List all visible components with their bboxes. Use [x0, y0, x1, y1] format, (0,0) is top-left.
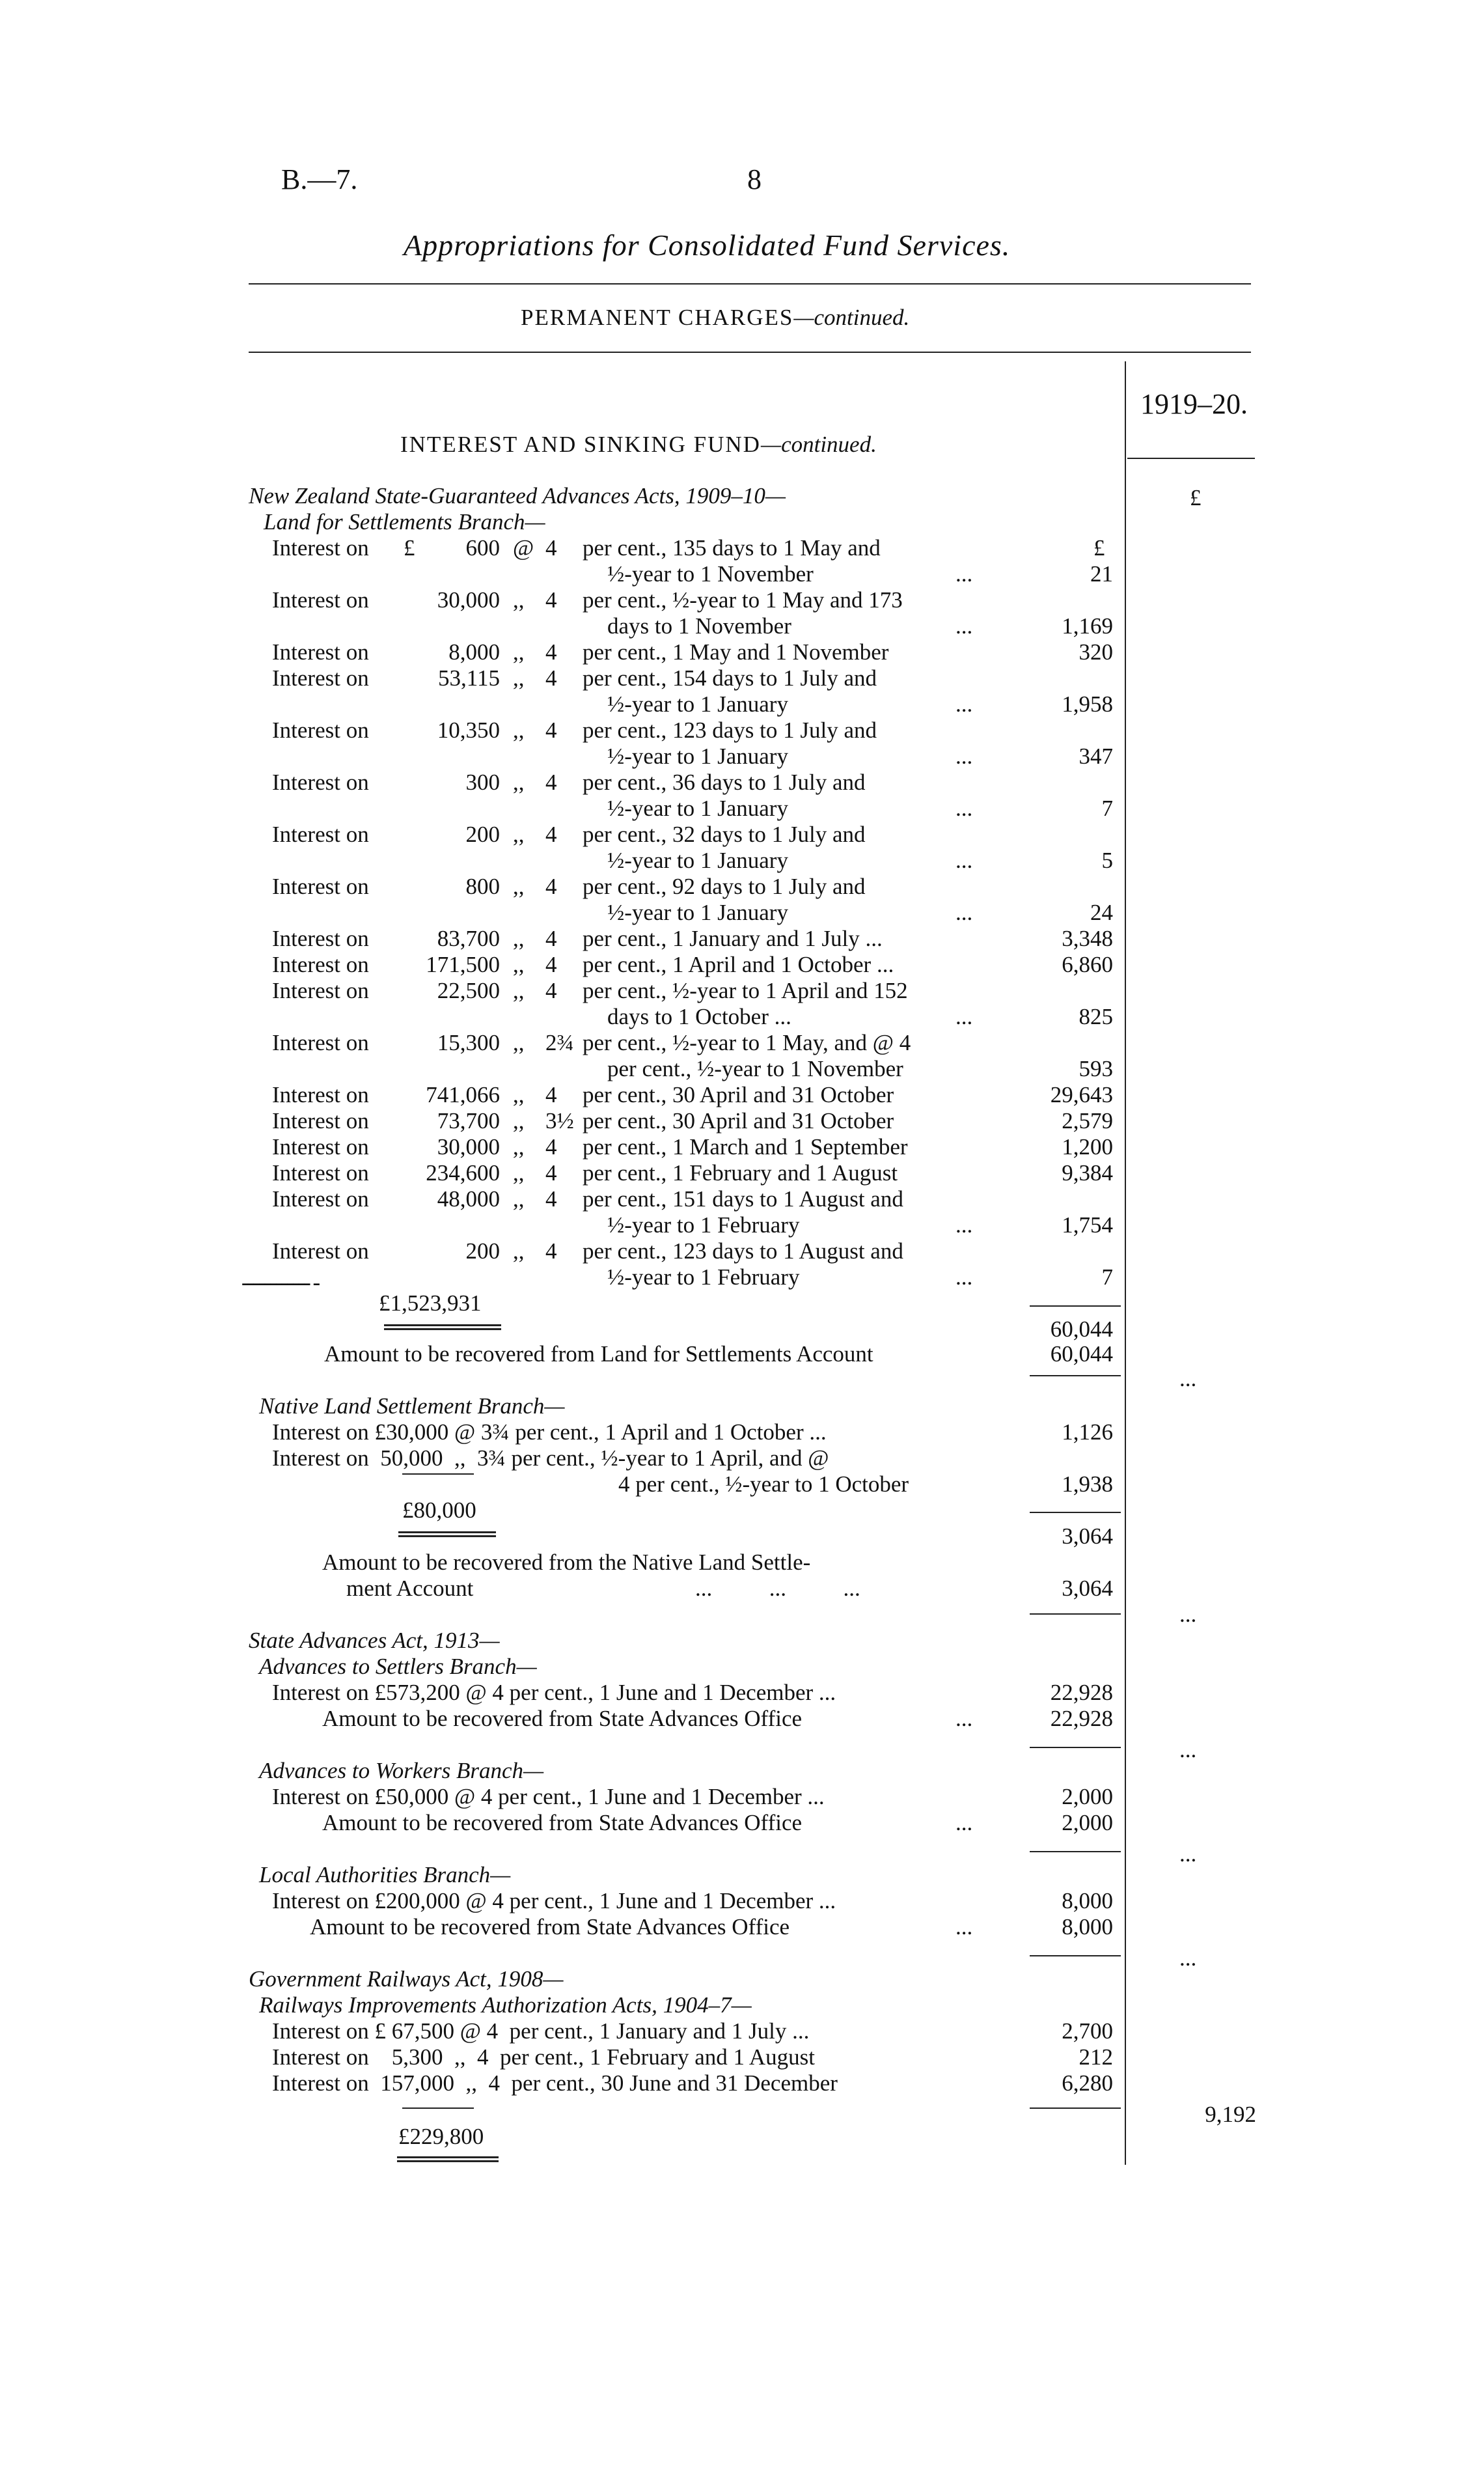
rule [402, 2107, 474, 2109]
total-principal: £229,800 [398, 2124, 484, 2149]
recovery-text: Amount to be recovered from State Advances Office [322, 1810, 803, 1835]
rail-row-1: Interest on £ 67,500 @ 4 per cent., 1 January and 1 July ... [272, 2018, 810, 2044]
row-rate: 4 [545, 874, 557, 899]
row-value: 1,200 [1062, 1134, 1113, 1160]
recovery-text-cont: ment Account [346, 1576, 474, 1601]
row-principal: 741,066 [426, 1082, 500, 1107]
row-value: 3,348 [1062, 926, 1113, 951]
row-terms-cont: days to 1 November [607, 613, 791, 639]
row-principal: 30,000 [437, 587, 500, 613]
page-number: 8 [747, 163, 762, 195]
row-value: 7 [1101, 796, 1113, 821]
row-label: Interest on [272, 587, 369, 613]
row-rate: 4 [545, 926, 557, 951]
year-value: ... [1179, 1841, 1197, 1867]
double-rule [384, 1324, 501, 1330]
rail-row-2-value: 212 [1079, 2044, 1113, 2070]
native-row-1-value: 1,126 [1062, 1419, 1113, 1445]
pound-sign: £ [1093, 535, 1105, 561]
leader-dots: ... [955, 1914, 973, 1940]
row-value: 21 [1090, 561, 1113, 587]
row-principal: 234,600 [426, 1160, 500, 1186]
year-head-rule [1127, 458, 1255, 459]
row-rate: 4 [545, 770, 557, 795]
rule [1030, 1305, 1121, 1307]
rule [1030, 2107, 1121, 2109]
row-terms-cont: ½-year to 1 January [607, 900, 788, 925]
row-value: 9,384 [1062, 1160, 1113, 1186]
row-ditto: ,, [513, 1082, 525, 1107]
recovery-value: 2,000 [1062, 1810, 1113, 1835]
row-terms-cont: ½-year to 1 January [607, 691, 788, 717]
double-rule [398, 1531, 496, 1537]
row-rate: 4 [545, 1082, 557, 1107]
native-row-1: Interest on £30,000 @ 3¾ per cent., 1 April and 1 October ... [272, 1419, 827, 1445]
row-principal: 73,700 [437, 1108, 500, 1134]
leader-dots: ... [955, 848, 973, 873]
row-terms-cont: days to 1 October ... [607, 1004, 791, 1029]
recovery-value: 8,000 [1062, 1914, 1113, 1940]
row-rate: 4 [545, 1134, 557, 1160]
row-value: 593 [1079, 1056, 1113, 1081]
rule: ------------ - [241, 1270, 319, 1295]
row-terms-cont: ½-year to 1 February [607, 1264, 800, 1290]
row-ditto: ,, [513, 587, 525, 613]
branch-heading: Advances to Workers Branch— [259, 1758, 544, 1783]
row-terms: per cent., 123 days to 1 August and [583, 1238, 903, 1264]
row-principal: 53,115 [438, 665, 500, 691]
row-ditto: ,, [513, 1186, 525, 1212]
row-label: Interest on [272, 1160, 369, 1186]
row-principal: 10,350 [437, 717, 500, 743]
row-ditto: ,, [513, 1134, 525, 1160]
native-row-2-cont: 4 per cent., ½-year to 1 October [618, 1471, 909, 1497]
row-ditto: ,, [513, 952, 525, 977]
row-terms-cont: per cent., ½-year to 1 November [607, 1056, 903, 1081]
row-value: 2,579 [1062, 1108, 1113, 1134]
row-label: Interest on [272, 1082, 369, 1107]
leader-dots: ... [955, 900, 973, 925]
row-value: 320 [1079, 639, 1113, 665]
row-terms: per cent., 1 April and 1 October ... [583, 952, 894, 977]
row-principal: 83,700 [437, 926, 500, 951]
row-ditto: ,, [513, 1238, 525, 1264]
year-value: ... [1179, 1366, 1197, 1391]
workers-value: 2,000 [1062, 1784, 1113, 1809]
native-row-2: Interest on 50,000 ,, 3¾ per cent., ½-year to 1 April, and @ [272, 1445, 829, 1471]
row-label: Interest on [272, 1186, 369, 1212]
row-terms: per cent., 1 May and 1 November [583, 639, 889, 665]
recovery-value: 60,044 [1050, 1341, 1113, 1367]
row-rate: 4 [545, 1160, 557, 1186]
year-value: ... [1179, 1737, 1197, 1762]
row-label: Interest on [272, 1108, 369, 1134]
row-terms: per cent., 30 April and 31 October [583, 1082, 894, 1107]
row-terms: per cent., 1 February and 1 August [583, 1160, 898, 1186]
recovery-text: Amount to be recovered from State Advances Office [310, 1914, 790, 1940]
section-heading: INTEREST AND SINKING FUND—continued. [400, 432, 877, 457]
rule [1030, 1851, 1121, 1852]
row-principal: 600 [465, 535, 500, 561]
row-label: Interest on [272, 1238, 369, 1264]
row-rate: 4 [545, 1186, 557, 1212]
branch-heading: Native Land Settlement Branch— [259, 1393, 565, 1419]
row-principal: 300 [465, 770, 500, 795]
row-value: 1,169 [1062, 613, 1113, 639]
row-terms: per cent., ½-year to 1 April and 152 [583, 978, 908, 1003]
recovery-text: Amount to be recovered from the Native Land Settle- [322, 1550, 811, 1575]
rail-row-3-value: 6,280 [1062, 2070, 1113, 2096]
row-terms: per cent., 92 days to 1 July and [583, 874, 866, 899]
row-ditto: ,, [513, 665, 525, 691]
subtitle: PERMANENT CHARGES—continued. [521, 305, 910, 330]
row-ditto: ,, [513, 822, 525, 847]
subtotal: 3,064 [1062, 1523, 1113, 1549]
row-ditto: ,, [513, 1108, 525, 1134]
total-principal: £1,523,931 [379, 1290, 482, 1316]
year-value: ... [1179, 1602, 1197, 1627]
row-terms-cont: ½-year to 1 February [607, 1212, 800, 1238]
row-principal: 171,500 [426, 952, 500, 977]
row-ditto: ,, [513, 1160, 525, 1186]
row-rate: 4 [545, 639, 557, 665]
branch-heading: Advances to Settlers Branch— [259, 1654, 537, 1679]
row-terms: per cent., 32 days to 1 July and [583, 822, 866, 847]
row-label: Interest on [272, 1030, 369, 1055]
row-terms-cont: ½-year to 1 January [607, 796, 788, 821]
total-principal: £80,000 [402, 1497, 476, 1523]
recovery-text: Amount to be recovered from State Advances Office [322, 1706, 803, 1731]
leader-dots: ... [955, 1264, 973, 1290]
act-heading: Government Railways Act, 1908— [249, 1966, 564, 1992]
double-rule [397, 2156, 499, 2162]
row-label: Interest on [272, 926, 369, 951]
rule [249, 283, 1251, 285]
row-rate: 4 [545, 978, 557, 1003]
row-terms-cont: ½-year to 1 November [607, 561, 814, 587]
row-ditto: ,, [513, 874, 525, 899]
row-rate: 4 [545, 665, 557, 691]
row-label: Interest on [272, 822, 369, 847]
rule [1030, 1613, 1121, 1615]
year-pound-sign: £ [1190, 485, 1202, 510]
row-label: Interest on [272, 535, 369, 561]
row-ditto: ,, [513, 770, 525, 795]
leader-dots: ... ... ... [695, 1576, 860, 1601]
row-principal: 30,000 [437, 1134, 500, 1160]
row-ditto: @ [513, 535, 534, 561]
row-rate: 2¾ [545, 1030, 574, 1055]
row-ditto: ,, [513, 1030, 525, 1055]
row-value: 825 [1079, 1004, 1113, 1029]
page-ref: B.—7. [281, 163, 358, 195]
leader-dots: ... [955, 691, 973, 717]
row-terms-cont: ½-year to 1 January [607, 848, 788, 873]
leader-dots: ... [955, 613, 973, 639]
recovery-value: 3,064 [1062, 1576, 1113, 1601]
rail-row-2: Interest on 5,300 ,, 4 per cent., 1 February and 1 August [272, 2044, 816, 2070]
column-divider [1125, 361, 1126, 2165]
rule [1030, 1747, 1121, 1748]
year-value: 9,192 [1205, 2102, 1256, 2127]
row-rate: 4 [545, 587, 557, 613]
row-rate: 4 [545, 535, 557, 561]
leader-dots: ... [955, 1706, 973, 1731]
leader-dots: ... [955, 1004, 973, 1029]
subtotal: 60,044 [1050, 1316, 1113, 1342]
recovery-value: 22,928 [1050, 1706, 1113, 1731]
row-principal: 8,000 [448, 639, 500, 665]
rule [1030, 1375, 1121, 1376]
row-terms: per cent., 36 days to 1 July and [583, 770, 866, 795]
row-principal: 200 [465, 822, 500, 847]
row-value: 7 [1101, 1264, 1113, 1290]
row-value: 5 [1101, 848, 1113, 873]
row-terms: per cent., 135 days to 1 May and [583, 535, 881, 561]
local-value: 8,000 [1062, 1888, 1113, 1913]
rule [1030, 1512, 1121, 1513]
row-terms: per cent., 123 days to 1 July and [583, 717, 877, 743]
branch-heading: Local Authorities Branch— [259, 1862, 511, 1887]
act-heading: Railways Improvements Authorization Acts, 1904–7— [259, 1992, 752, 2018]
row-terms: per cent., 154 days to 1 July and [583, 665, 877, 691]
settlers-row: Interest on £573,200 @ 4 per cent., 1 June and 1 December ... [272, 1680, 836, 1705]
row-value: 24 [1090, 900, 1113, 925]
local-row: Interest on £200,000 @ 4 per cent., 1 June and 1 December ... [272, 1888, 836, 1913]
rule [1030, 1955, 1121, 1956]
row-rate: 3½ [545, 1108, 574, 1134]
recovery-text: Amount to be recovered from Land for Settlements Account [324, 1341, 873, 1367]
row-terms: per cent., 151 days to 1 August and [583, 1186, 903, 1212]
row-label: Interest on [272, 665, 369, 691]
settlers-value: 22,928 [1050, 1680, 1113, 1705]
row-terms: per cent., 1 January and 1 July ... [583, 926, 883, 951]
row-ditto: ,, [513, 639, 525, 665]
act-heading: State Advances Act, 1913— [249, 1628, 500, 1653]
row-principal: 200 [465, 1238, 500, 1264]
row-rate: 4 [545, 1238, 557, 1264]
act-heading: New Zealand State-Guaranteed Advances Acts, 1909–10— [249, 483, 786, 508]
row-label: Interest on [272, 717, 369, 743]
row-terms: per cent., ½-year to 1 May and 173 [583, 587, 903, 613]
row-value: 1,754 [1062, 1212, 1113, 1238]
row-rate: 4 [545, 717, 557, 743]
row-ditto: ,, [513, 978, 525, 1003]
row-label: Interest on [272, 874, 369, 899]
leader-dots: ... [955, 1810, 973, 1835]
row-pound: £ [404, 535, 415, 561]
rail-row-3: Interest on 157,000 ,, 4 per cent., 30 June and 31 December [272, 2070, 838, 2096]
row-label: Interest on [272, 952, 369, 977]
year-value: ... [1179, 1945, 1197, 1971]
row-ditto: ,, [513, 926, 525, 951]
row-rate: 4 [545, 952, 557, 977]
native-row-2-value: 1,938 [1062, 1471, 1113, 1497]
row-label: Interest on [272, 978, 369, 1003]
row-principal: 48,000 [437, 1186, 500, 1212]
row-label: Interest on [272, 639, 369, 665]
row-rate: 4 [545, 822, 557, 847]
rule [249, 352, 1251, 353]
row-principal: 22,500 [437, 978, 500, 1003]
row-terms: per cent., 1 March and 1 September [583, 1134, 908, 1160]
row-terms-cont: ½-year to 1 January [607, 744, 788, 769]
row-value: 347 [1079, 744, 1113, 769]
row-value: 29,643 [1050, 1082, 1113, 1107]
workers-row: Interest on £50,000 @ 4 per cent., 1 June and 1 December ... [272, 1784, 825, 1809]
row-terms: per cent., ½-year to 1 May, and @ 4 [583, 1030, 911, 1055]
row-terms: per cent., 30 April and 31 October [583, 1108, 894, 1134]
year-column-header: 1919–20. [1140, 388, 1248, 420]
branch-heading: Land for Settlements Branch— [264, 509, 545, 535]
row-label: Interest on [272, 1134, 369, 1160]
leader-dots: ... [955, 744, 973, 769]
row-ditto: ,, [513, 717, 525, 743]
rule [402, 1473, 474, 1475]
row-label: Interest on [272, 770, 369, 795]
row-value: 6,860 [1062, 952, 1113, 977]
rail-row-1-value: 2,700 [1062, 2018, 1113, 2044]
leader-dots: ... [955, 561, 973, 587]
page-title: Appropriations for Consolidated Fund Services. [404, 229, 1011, 262]
leader-dots: ... [955, 1212, 973, 1238]
leader-dots: ... [955, 796, 973, 821]
row-principal: 800 [465, 874, 500, 899]
row-principal: 15,300 [437, 1030, 500, 1055]
row-value: 1,958 [1062, 691, 1113, 717]
